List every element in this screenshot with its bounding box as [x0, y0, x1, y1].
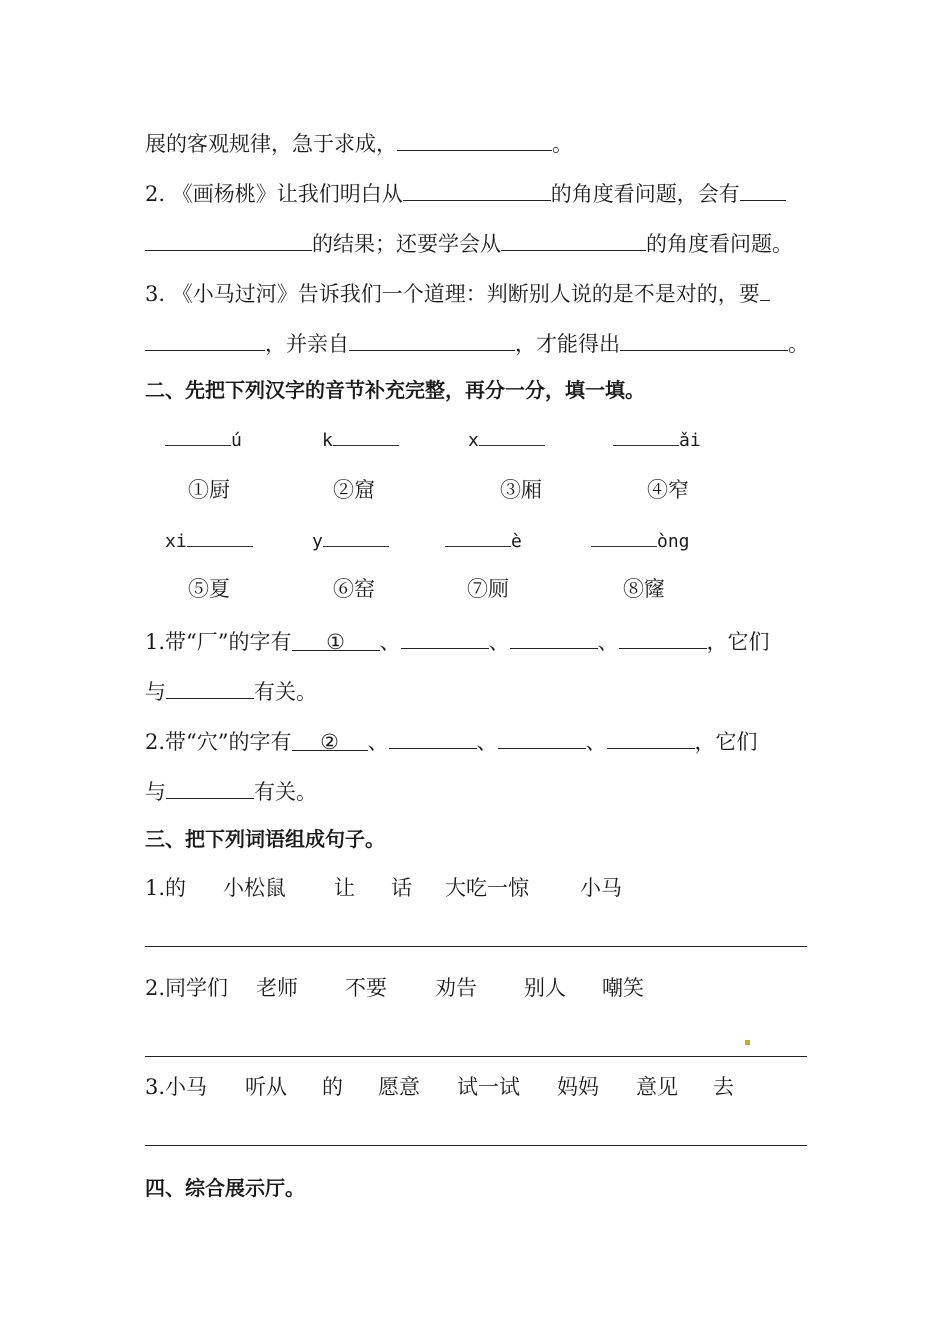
- answer-blank[interactable]: [403, 178, 551, 201]
- answer-blank[interactable]: [501, 228, 646, 251]
- word: 听从: [245, 1075, 287, 1099]
- text: 3. 《小马过河》告诉我们一个道理：判断别人说的是不是对的，要: [145, 282, 760, 306]
- pinyin-item-8[interactable]: òng: [591, 528, 690, 555]
- char-item-3: ③厢: [500, 478, 542, 502]
- char-item-5: ⑤夏: [188, 577, 230, 601]
- section2-q2-line1: 2.带“穴”的字有 ② 、 、 、 ，它们: [145, 726, 758, 756]
- section1-q2-line2: [145, 228, 793, 258]
- word: 3.小马: [145, 1075, 208, 1099]
- word: 去: [713, 1075, 734, 1099]
- section2-q1-line1: 1.带“厂”的字有 ① 、 、 、 ，它们: [145, 626, 770, 656]
- word: 小马: [580, 876, 622, 900]
- pinyin-item-4[interactable]: ǎi: [613, 427, 701, 454]
- stray-mark: [745, 1040, 750, 1045]
- word: 让: [334, 876, 355, 900]
- answer-line[interactable]: [145, 1056, 807, 1057]
- section2-q1-line2: 与 有关。: [145, 676, 317, 706]
- section1-q3-line1: [145, 278, 770, 308]
- word: 不要: [345, 976, 387, 1000]
- section2-q2-line2: 与 有关。: [145, 776, 317, 806]
- word: 1.的: [145, 876, 187, 900]
- pinyin-item-5[interactable]: xi: [165, 528, 253, 555]
- section1-line-top: [145, 128, 573, 158]
- answer-blank[interactable]: [498, 726, 586, 749]
- text: 2. 《画杨桃》让我们明白从: [145, 182, 403, 206]
- answer-blank[interactable]: [349, 328, 515, 351]
- word: 妈妈: [557, 1075, 599, 1099]
- word: 大吃一惊: [445, 876, 529, 900]
- answer-blank[interactable]: [145, 228, 312, 251]
- answer-blank-example[interactable]: ①: [292, 628, 380, 651]
- char-item-2: ②窟: [333, 478, 375, 502]
- pinyin-item-7[interactable]: è: [445, 528, 522, 555]
- answer-blank[interactable]: [389, 726, 477, 749]
- word: 小松鼠: [223, 876, 286, 900]
- pinyin-item-6[interactable]: y: [312, 528, 389, 555]
- word: 意见: [636, 1075, 678, 1099]
- answer-blank[interactable]: [740, 178, 786, 201]
- char-item-6: ⑥窑: [333, 577, 375, 601]
- section2-heading: 二、先把下列汉字的音节补充完整，再分一分，填一填。: [145, 378, 645, 402]
- word: 嘲笑: [602, 976, 644, 1000]
- pinyin-item-2[interactable]: k: [322, 427, 399, 454]
- word: 老师: [256, 976, 298, 1000]
- answer-blank[interactable]: [166, 776, 254, 799]
- pinyin-item-1[interactable]: ú: [165, 427, 242, 454]
- section1-q3-line2: [145, 328, 809, 358]
- section1-q2-line1: [145, 178, 786, 208]
- answer-blank[interactable]: [145, 328, 265, 351]
- answer-blank[interactable]: [620, 328, 788, 351]
- char-item-7: ⑦厕: [467, 577, 509, 601]
- word: 愿意: [378, 1075, 420, 1099]
- answer-blank[interactable]: [619, 626, 707, 649]
- answer-blank[interactable]: [166, 676, 254, 699]
- answer-blank-example[interactable]: ②: [292, 728, 368, 751]
- word: 试一试: [457, 1075, 520, 1099]
- text: 。: [788, 332, 809, 356]
- section4-heading: 四、综合展示厅。: [145, 1176, 305, 1200]
- section3-heading: 三、把下列词语组成句子。: [145, 827, 385, 851]
- char-item-8: ⑧窿: [623, 577, 665, 601]
- answer-blank[interactable]: [607, 726, 695, 749]
- pinyin-item-3[interactable]: x: [468, 427, 545, 454]
- text: ，并亲自: [265, 332, 349, 356]
- answer-blank[interactable]: [397, 128, 552, 151]
- text: 。: [552, 132, 573, 156]
- word: 的: [322, 1075, 343, 1099]
- text: 的角度看问题，会有: [550, 182, 740, 206]
- answer-blank[interactable]: [760, 278, 770, 301]
- word: 别人: [524, 976, 566, 1000]
- word: 话: [391, 876, 412, 900]
- char-item-4: ④窄: [647, 478, 689, 502]
- answer-line[interactable]: [145, 1145, 807, 1146]
- text: 展的客观规律，急于求成，: [145, 132, 397, 156]
- text: ，才能得出: [515, 332, 620, 356]
- char-item-1: ①厨: [188, 478, 230, 502]
- answer-blank[interactable]: [510, 626, 598, 649]
- answer-blank[interactable]: [401, 626, 489, 649]
- word: 2.同学们: [145, 976, 229, 1000]
- word: 劝告: [435, 976, 477, 1000]
- answer-line[interactable]: [145, 946, 807, 947]
- text: 的角度看问题。: [646, 232, 793, 256]
- text: 的结果；还要学会从: [312, 232, 501, 256]
